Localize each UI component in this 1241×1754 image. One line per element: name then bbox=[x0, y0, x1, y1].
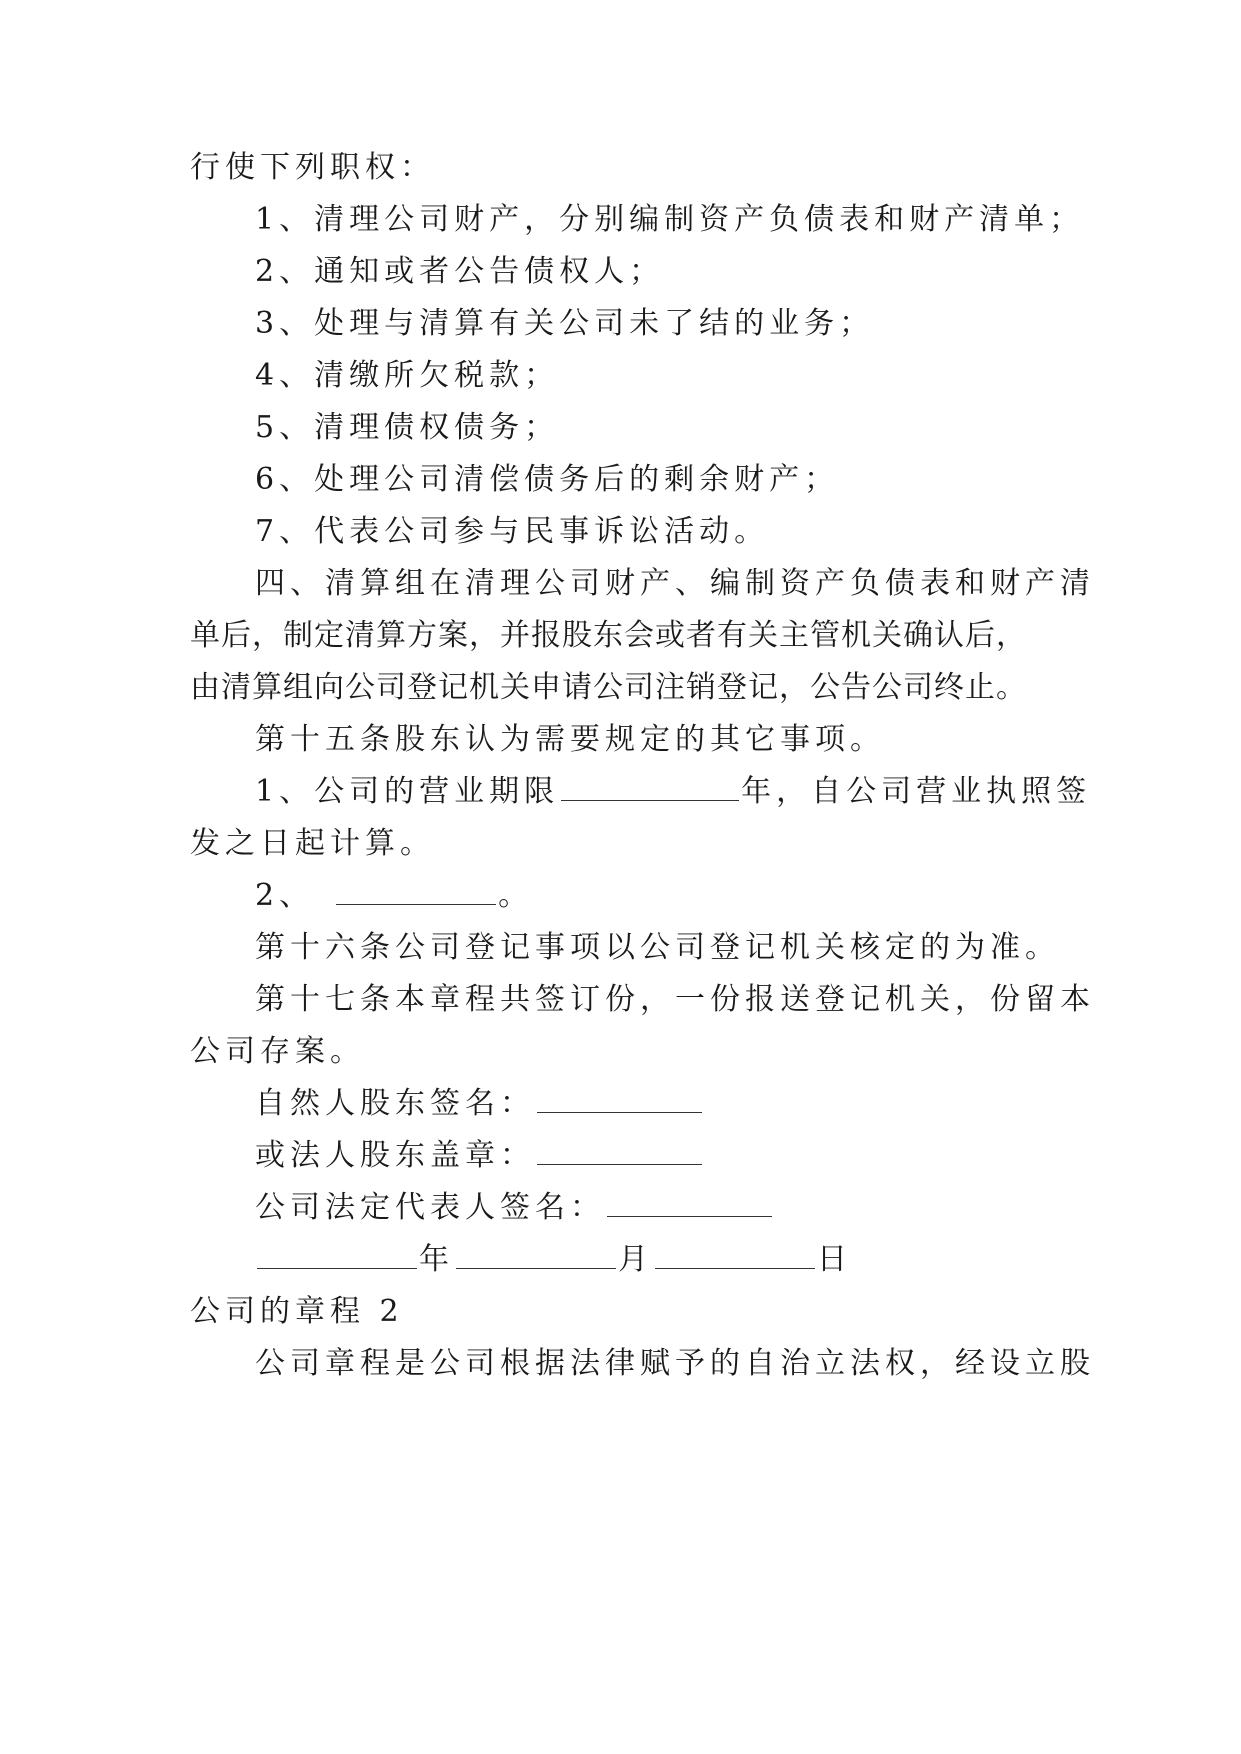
list-item: 7、代表公司参与民事诉讼活动。 bbox=[255, 514, 770, 549]
seal-blank[interactable] bbox=[537, 1138, 702, 1165]
fill-in-blank[interactable] bbox=[561, 774, 739, 801]
paragraph-line: 由清算组向公司登记机关申请公司注销登记，公告公司终止。 bbox=[190, 670, 1027, 705]
paragraph-line: 公司存案。 bbox=[190, 1034, 365, 1069]
article-heading: 第十七条本章程共签订份，一份报送登记机关，份留本 bbox=[255, 982, 1095, 1017]
day-blank[interactable] bbox=[655, 1242, 815, 1269]
list-item: 4、清缴所欠税款； bbox=[255, 358, 560, 393]
fill-in-blank[interactable] bbox=[336, 878, 496, 905]
list-item: 6、处理公司清偿债务后的剩余财产； bbox=[255, 462, 840, 497]
year-label: 年 bbox=[419, 1242, 454, 1277]
date-line bbox=[255, 1240, 852, 1280]
year-blank[interactable] bbox=[257, 1242, 417, 1269]
list-item: 5、清理债权债务； bbox=[255, 410, 560, 445]
signature-line bbox=[255, 1084, 704, 1124]
paragraph-line: 公司章程是公司根据法律赋予的自治立法权，经设立股 bbox=[255, 1346, 1095, 1381]
line-text: 2、 bbox=[255, 878, 315, 913]
month-blank[interactable] bbox=[456, 1242, 616, 1269]
seal-line bbox=[255, 1136, 704, 1176]
signature-blank[interactable] bbox=[607, 1190, 772, 1217]
article-heading: 第十六条公司登记事项以公司登记机关核定的为准。 bbox=[255, 930, 1060, 965]
signature-line bbox=[255, 1188, 774, 1228]
paragraph-line: 行使下列职权： bbox=[190, 150, 435, 185]
signature-label: 公司法定代表人签名： bbox=[255, 1190, 605, 1225]
list-item: 1、清理公司财产，分别编制资产负债表和财产清单； bbox=[255, 202, 1085, 237]
paragraph-line bbox=[255, 772, 1091, 812]
signature-label: 自然人股东签名： bbox=[255, 1086, 535, 1121]
list-item: 2、通知或者公告债权人； bbox=[255, 254, 665, 289]
paragraph-line bbox=[255, 876, 533, 916]
line-text: 1、公司的营业期限 bbox=[255, 774, 560, 809]
signature-blank[interactable] bbox=[537, 1086, 702, 1113]
seal-label: 或法人股东盖章： bbox=[255, 1138, 535, 1173]
list-item: 3、处理与清算有关公司未了结的业务； bbox=[255, 306, 875, 341]
line-text: 。 bbox=[498, 878, 534, 913]
line-text: 年，自公司营业执照签 bbox=[741, 774, 1092, 809]
section-title: 公司的章程 2 bbox=[190, 1294, 404, 1329]
paragraph-line: 发之日起计算。 bbox=[190, 826, 435, 861]
paragraph-line: 单后，制定清算方案，并报股东会或者有关主管机关确认后， bbox=[190, 618, 1027, 653]
article-heading: 第十五条股东认为需要规定的其它事项。 bbox=[255, 722, 885, 757]
month-label: 月 bbox=[618, 1242, 653, 1277]
day-label: 日 bbox=[817, 1242, 852, 1277]
paragraph-line: 四、清算组在清理公司财产、编制资产负债表和财产清 bbox=[255, 566, 1095, 601]
